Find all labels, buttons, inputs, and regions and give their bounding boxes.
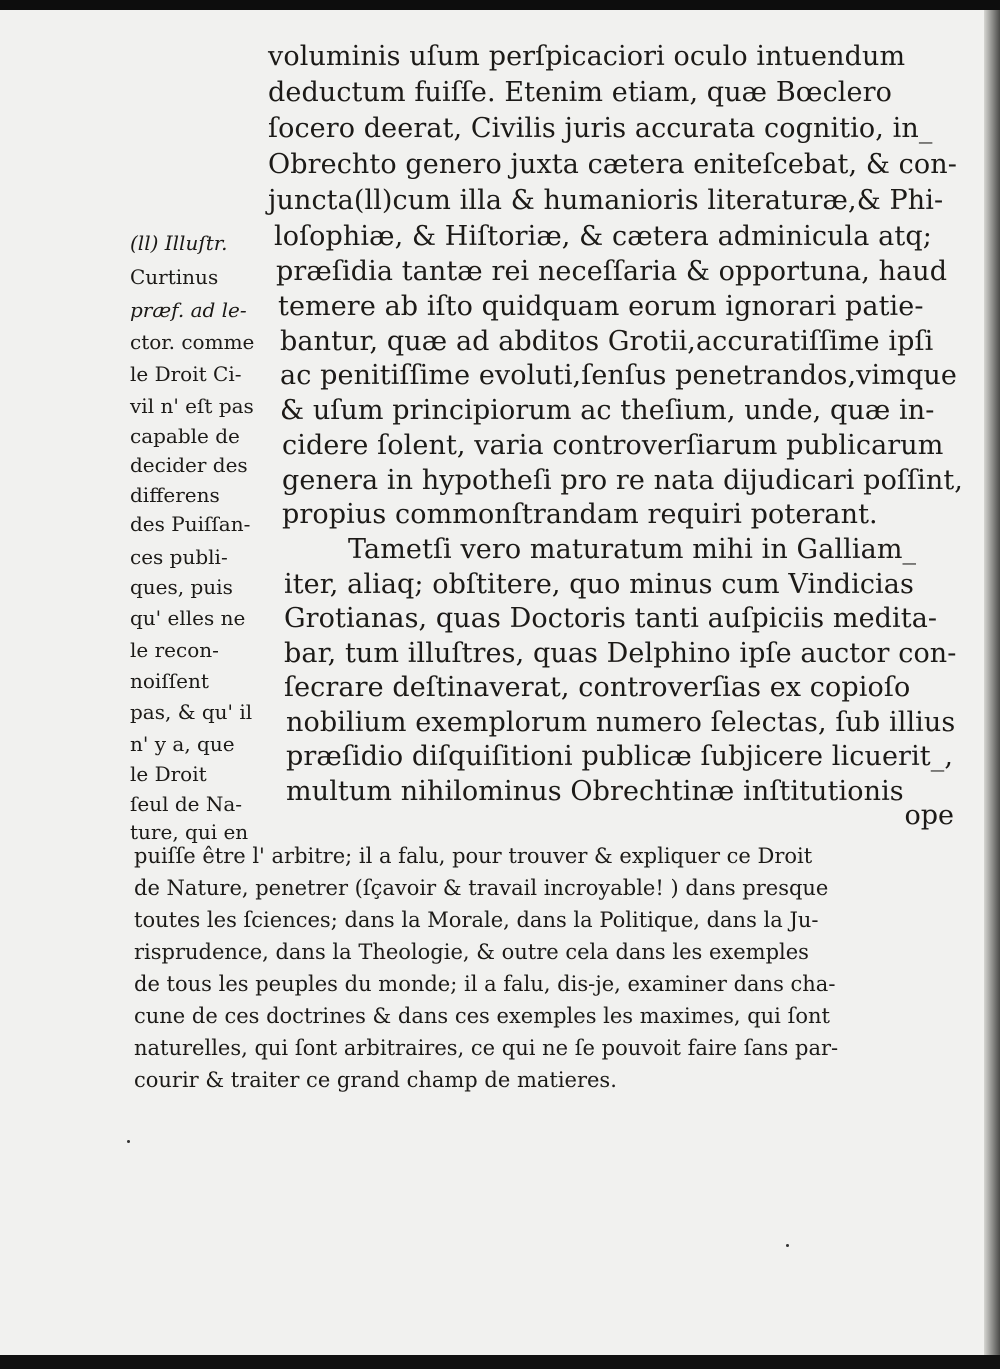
main-line: bar, tum illuſtres, quas Delphino ipſe auctor con- bbox=[284, 638, 957, 669]
main-line: juncta(ll)cum illa & humanioris literaturæ,& Phi- bbox=[268, 185, 944, 216]
margin-line: le Droit Ci- bbox=[130, 362, 242, 386]
main-line: præſidio diſquiſitioni publicæ ſubjicere licuerit_, bbox=[286, 741, 954, 772]
book-page bbox=[0, 10, 1000, 1360]
main-line: Tametſi vero maturatum mihi in Galliam_ bbox=[348, 534, 917, 565]
margin-line: ſeul de Na- bbox=[130, 792, 243, 816]
main-line: Grotianas, quas Doctoris tanti auſpiciis medita- bbox=[284, 603, 938, 634]
main-line: genera in hypotheſi pro re nata dijudicari poſſint, bbox=[282, 465, 963, 496]
main-line: temere ab iſto quidquam eorum ignorari patie- bbox=[278, 291, 924, 322]
main-line: iter, aliaq; obſtitere, quo minus cum Vindicias bbox=[284, 569, 914, 600]
main-line: voluminis uſum perſpicaciori oculo intuendum bbox=[268, 41, 906, 72]
margin-line: n' y a, que bbox=[130, 732, 235, 756]
footnote-line: naturelles, qui ſont arbitraires, ce qui ne ſe pouvoit faire ſans par- bbox=[134, 1036, 839, 1060]
margin-line: ctor. comme bbox=[130, 330, 255, 354]
main-line: bantur, quæ ad abditos Grotii,accuratiſſime ipſi bbox=[280, 326, 934, 357]
main-line: cidere ſolent, varia controverſiarum publicarum bbox=[282, 430, 944, 461]
main-line: ſocero deerat, Civilis juris accurata cognitio, in_ bbox=[268, 113, 933, 144]
margin-line: decider des bbox=[130, 453, 248, 477]
main-line: præſidia tantæ rei neceſſaria & opportuna, haud bbox=[276, 256, 948, 287]
catchword: ope bbox=[904, 800, 954, 831]
page-edge-shadow bbox=[984, 10, 1000, 1360]
main-line: loſophiæ, & Hiſtoriæ, & cætera adminicula atq; bbox=[274, 221, 932, 252]
margin-line: vil n' eſt pas bbox=[130, 394, 254, 418]
footnote-line: de Nature, penetrer (ſçavoir & travail incroyable! ) dans presque bbox=[134, 876, 829, 900]
margin-line: ques, puis bbox=[130, 575, 233, 599]
margin-line: ces publi- bbox=[130, 545, 228, 569]
footnote-line: toutes les ſciences; dans la Morale, dans la Politique, dans la Ju- bbox=[134, 908, 819, 932]
margin-line: noiſſent bbox=[130, 669, 209, 693]
margin-line: le recon- bbox=[130, 638, 219, 662]
margin-line: præf. ad le- bbox=[130, 298, 247, 322]
main-line: & uſum principiorum ac theſium, unde, quæ in- bbox=[280, 395, 935, 426]
footnote-line: risprudence, dans la Theologie, & outre cela dans les exemples bbox=[134, 940, 809, 964]
margin-line: capable de bbox=[130, 424, 240, 448]
ink-speck bbox=[786, 1244, 789, 1247]
footnote-line: de tous les peuples du monde; il a falu, dis-je, examiner dans cha- bbox=[134, 972, 836, 996]
footnote-line: courir & traiter ce grand champ de matieres. bbox=[134, 1068, 617, 1092]
main-line: Obrechto genero juxta cætera eniteſcebat, & con- bbox=[268, 149, 957, 180]
margin-line: Curtinus bbox=[130, 265, 219, 289]
ink-speck bbox=[127, 1140, 130, 1143]
margin-line: le Droit bbox=[130, 762, 207, 786]
main-line: propius commonſtrandam requiri poterant. bbox=[282, 499, 878, 530]
main-line: ac penitiſſime evoluti,ſenſus penetrandos,vimque bbox=[280, 360, 957, 391]
margin-line: qu' elles ne bbox=[130, 606, 246, 630]
main-line: multum nihilominus Obrechtinæ inſtitutionis bbox=[286, 776, 904, 807]
main-line: nobilium exemplorum numero ſelectas, ſub illius bbox=[286, 707, 956, 738]
footnote-line: puiſſe être l' arbitre; il a falu, pour trouver & expliquer ce Droit bbox=[134, 844, 813, 868]
margin-line: ture, qui en bbox=[130, 820, 249, 844]
margin-line: (ll) Illuſtr. bbox=[130, 231, 228, 255]
margin-line: des Puiſſan- bbox=[130, 512, 251, 536]
main-line: deductum fuiſſe. Etenim etiam, quæ Bœclero bbox=[268, 77, 892, 108]
main-line: ſecrare deſtinaverat, controverſias ex copioſo bbox=[284, 672, 911, 703]
footnote-line: cune de ces doctrines & dans ces exemples les maximes, qui ſont bbox=[134, 1004, 830, 1028]
margin-line: pas, & qu' il bbox=[130, 700, 253, 724]
page-bottom-edge bbox=[0, 1355, 1000, 1369]
margin-line: differens bbox=[130, 483, 220, 507]
